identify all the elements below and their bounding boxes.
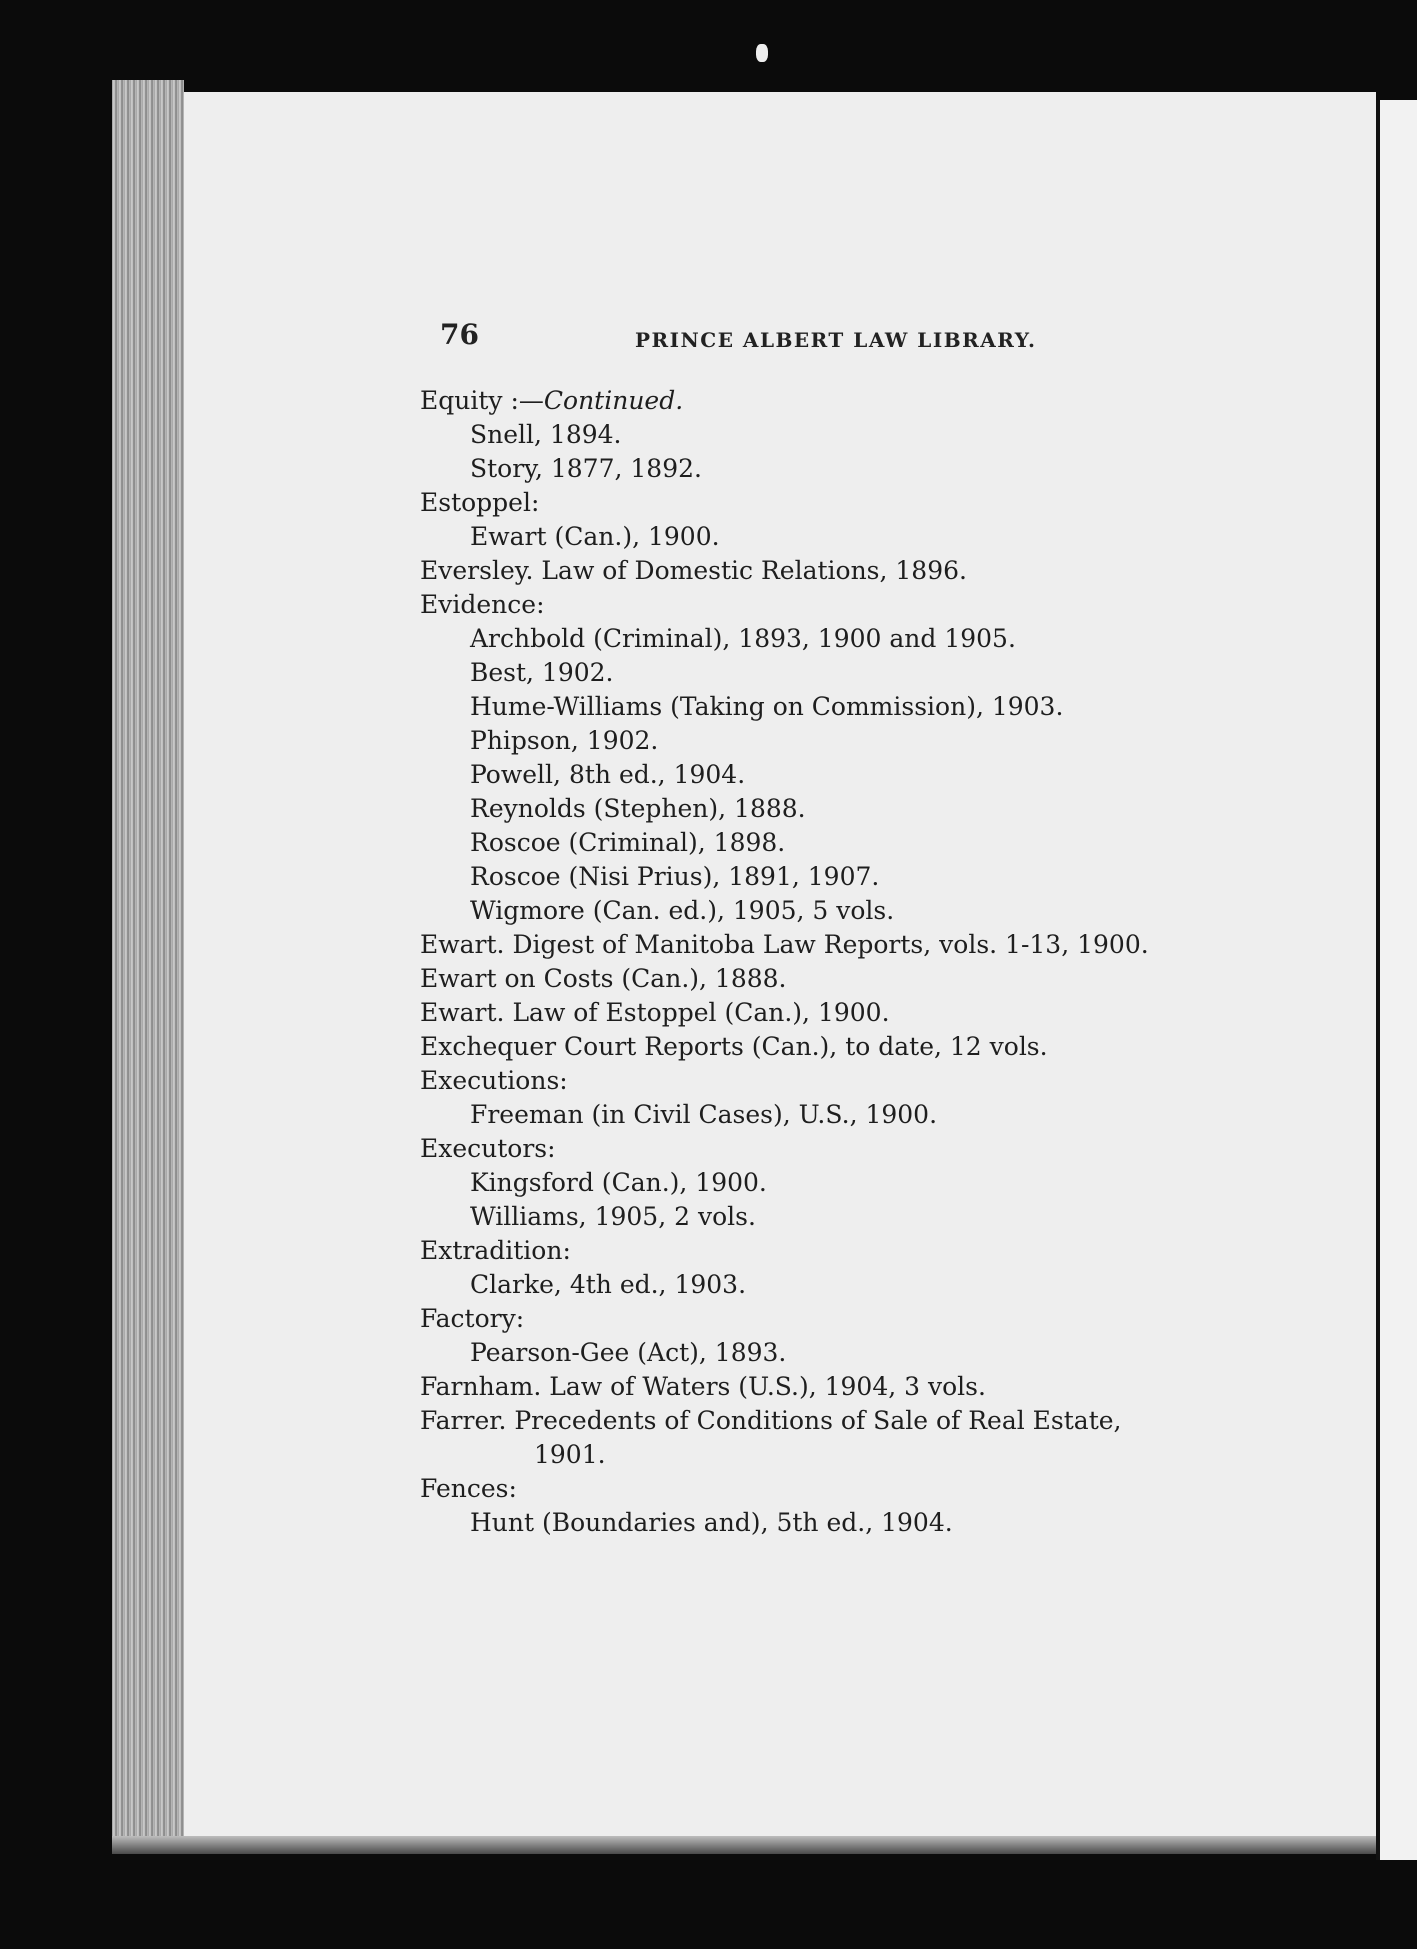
- index-subentry: [420, 1506, 1240, 1540]
- index-heading: [420, 1030, 1240, 1064]
- entry-text: Best, 1902.: [470, 658, 614, 687]
- entry-text: Kingsford (Can.), 1900.: [470, 1168, 767, 1197]
- index-heading: [420, 1370, 1240, 1404]
- index-subentry: [420, 1336, 1240, 1370]
- index-subentry: [420, 1438, 1240, 1472]
- index-subentry: [420, 792, 1240, 826]
- entry-text: Evidence:: [420, 590, 545, 619]
- index-heading: [420, 486, 1240, 520]
- index-heading: [420, 928, 1240, 962]
- entry-text: Ewart on Costs (Can.), 1888.: [420, 964, 787, 993]
- index-subentry: [420, 452, 1240, 486]
- entry-text: Hunt (Boundaries and), 5th ed., 1904.: [470, 1508, 953, 1537]
- page-number: 76: [440, 318, 479, 351]
- entry-text: Executions:: [420, 1066, 568, 1095]
- entry-text: Executors:: [420, 1134, 556, 1163]
- index-subentry: [420, 758, 1240, 792]
- entry-text: Phipson, 1902.: [470, 726, 659, 755]
- entry-text: Farrer. Precedents of Conditions of Sale of Real Estate,: [420, 1406, 1122, 1435]
- gutter-line: [1376, 100, 1380, 1860]
- index-subentry: [420, 520, 1240, 554]
- entry-text: Equity :—: [420, 386, 544, 415]
- index-heading: [420, 1302, 1240, 1336]
- adjacent-page-strip: [1376, 100, 1417, 1860]
- index-heading: [420, 1472, 1240, 1506]
- index-heading: [420, 1234, 1240, 1268]
- index-subentry: [420, 724, 1240, 758]
- index-subentry: [420, 1166, 1240, 1200]
- index-heading: [420, 1132, 1240, 1166]
- page-bottom-shadow: [112, 1836, 1376, 1854]
- index-subentry: [420, 1268, 1240, 1302]
- index-entries: [420, 384, 1240, 1540]
- scan-mark: [756, 44, 768, 62]
- index-heading: [420, 1404, 1240, 1438]
- index-subentry: [420, 860, 1240, 894]
- running-title: PRINCE ALBERT LAW LIBRARY.: [635, 328, 1037, 352]
- index-heading: [420, 1064, 1240, 1098]
- index-subentry: [420, 690, 1240, 724]
- entry-text: Exchequer Court Reports (Can.), to date, 12 vols.: [420, 1032, 1048, 1061]
- entry-text: Estoppel:: [420, 488, 540, 517]
- entry-text: Extradition:: [420, 1236, 571, 1265]
- entry-text: Freeman (in Civil Cases), U.S., 1900.: [470, 1100, 938, 1129]
- entry-text: Reynolds (Stephen), 1888.: [470, 794, 806, 823]
- entry-text: Clarke, 4th ed., 1903.: [470, 1270, 747, 1299]
- entry-text: Powell, 8th ed., 1904.: [470, 760, 746, 789]
- entry-text: Factory:: [420, 1304, 525, 1333]
- entry-emphasis: Continued.: [543, 386, 684, 415]
- entry-text: Snell, 1894.: [470, 420, 622, 449]
- index-subentry: [420, 894, 1240, 928]
- index-heading: [420, 996, 1240, 1030]
- index-subentry: [420, 656, 1240, 690]
- entry-text: Eversley. Law of Domestic Relations, 1896.: [420, 556, 967, 585]
- entry-text: Story, 1877, 1892.: [470, 454, 702, 483]
- entry-text: Fences:: [420, 1474, 517, 1503]
- running-head: [440, 318, 1390, 358]
- index-heading: [420, 588, 1240, 622]
- entry-text: Roscoe (Criminal), 1898.: [470, 828, 786, 857]
- book-page-edge: [112, 80, 184, 1840]
- entry-text: Pearson-Gee (Act), 1893.: [470, 1338, 787, 1367]
- index-subentry: [420, 826, 1240, 860]
- entry-text: Hume-Williams (Taking on Commission), 1903.: [470, 692, 1064, 721]
- index-heading: [420, 554, 1240, 588]
- entry-text: Wigmore (Can. ed.), 1905, 5 vols.: [470, 896, 895, 925]
- index-subentry: [420, 622, 1240, 656]
- entry-text: Ewart. Law of Estoppel (Can.), 1900.: [420, 998, 890, 1027]
- entry-text: Williams, 1905, 2 vols.: [470, 1202, 756, 1231]
- entry-text: Ewart (Can.), 1900.: [470, 522, 720, 551]
- entry-text: Roscoe (Nisi Prius), 1891, 1907.: [470, 862, 880, 891]
- index-subentry: [420, 1200, 1240, 1234]
- index-heading: [420, 384, 1240, 418]
- entry-text: Ewart. Digest of Manitoba Law Reports, vols. 1-13, 1900.: [420, 930, 1149, 959]
- entry-text: Archbold (Criminal), 1893, 1900 and 1905.: [470, 624, 1016, 653]
- entry-text: 1901.: [534, 1440, 606, 1469]
- index-subentry: [420, 418, 1240, 452]
- index-heading: [420, 962, 1240, 996]
- entry-text: Farnham. Law of Waters (U.S.), 1904, 3 vols.: [420, 1372, 986, 1401]
- index-subentry: [420, 1098, 1240, 1132]
